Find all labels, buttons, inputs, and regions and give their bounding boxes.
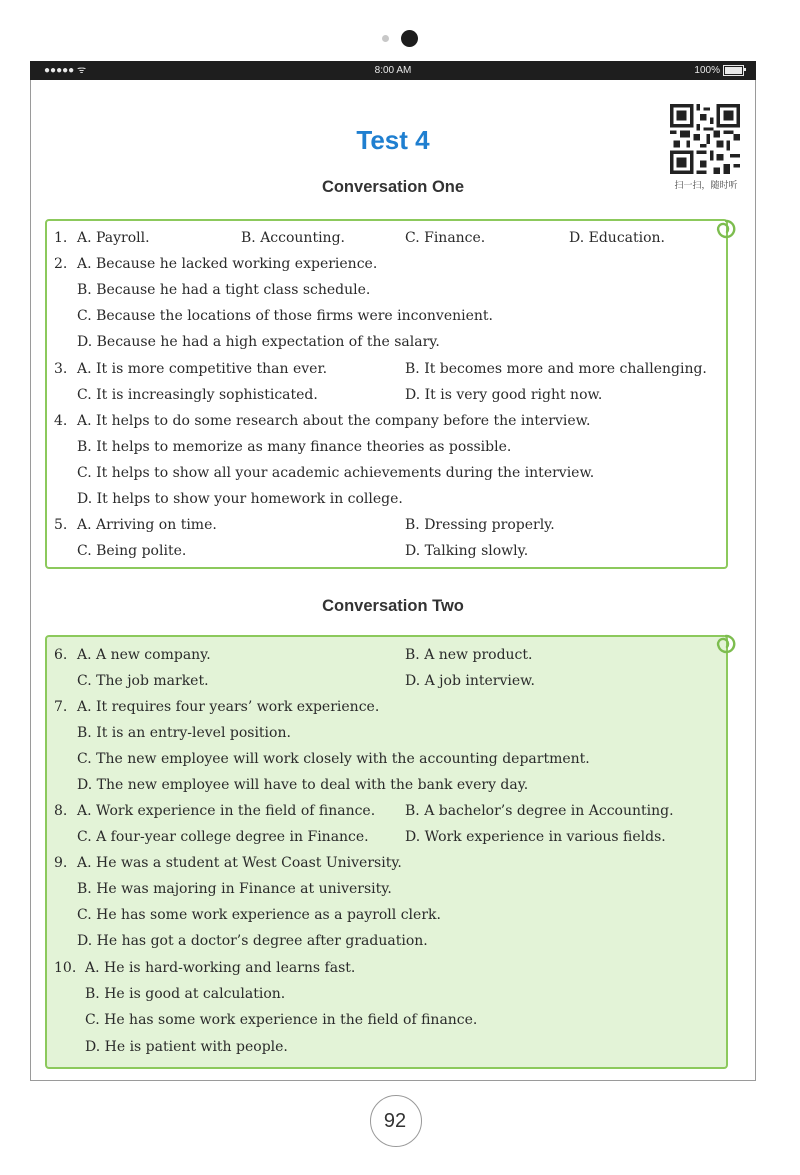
question-number: 7. [54,699,68,715]
option-d: D. Because he had a high expectation of the salary. [77,334,440,350]
option-c: C. Being polite. [77,543,187,559]
option-c: C. Because the locations of those firms were inconvenient. [77,308,494,324]
section-heading-conversation-one: Conversation One [321,178,465,196]
option-a: A. He was a student at West Coast University. [77,855,402,871]
battery-icon [723,65,744,76]
option-a: A. He is hard-working and learns fast. [85,960,356,976]
option-b: B. He was majoring in Finance at university. [77,881,392,897]
option-b: B. Because he had a tight class schedule. [77,282,371,298]
swirl-icon [715,218,737,240]
question-number: 1. [54,230,68,246]
option-b: B. It becomes more and more challenging. [405,361,707,377]
option-b: B. It helps to memorize as many finance theories as possible. [77,439,512,455]
option-a: A. A new company. [77,647,211,663]
option-b: B. It is an entry-level position. [77,725,291,741]
option-d: D. The new employee will have to deal with the bank every day. [77,777,529,793]
option-b: B. A bachelor’s degree in Accounting. [405,803,674,819]
option-c: C. The job market. [77,673,209,689]
signal-indicator: ●●●●● ᯤ [44,65,87,76]
option-d: D. Talking slowly. [405,543,529,559]
option-b: B. Dressing properly. [405,517,555,533]
option-c: C. It is increasingly sophisticated. [77,387,318,403]
qr-code-icon[interactable] [670,104,740,174]
option-c: C. He has some work experience in the field of finance. [85,1012,478,1028]
option-d: D. It helps to show your homework in college. [77,491,403,507]
option-a: A. Because he lacked working experience. [77,256,378,272]
page-number: 92 [383,1110,407,1132]
option-a: A. Payroll. [77,230,150,246]
battery-status [694,61,744,80]
option-a: A. It requires four years’ work experience. [77,699,380,715]
question-number: 8. [54,803,68,819]
option-d: D. He has got a doctor’s degree after graduation. [77,933,428,949]
option-c: C. A four-year college degree in Finance. [77,829,369,845]
swirl-icon [715,633,737,655]
page-dot-inactive[interactable] [382,35,389,42]
section-heading-conversation-two: Conversation Two [322,597,464,615]
page-title: Test 4 [356,125,430,155]
status-bar [30,61,756,80]
option-c: C. He has some work experience as a payroll clerk. [77,907,441,923]
option-c: C. Finance. [405,230,486,246]
option-a: A. It is more competitive than ever. [77,361,328,377]
page-dot-active[interactable] [401,30,418,47]
question-number: 2. [54,256,68,272]
option-c: C. It helps to show all your academic achievements during the interview. [77,465,595,481]
question-number: 10. [54,960,77,976]
option-d: D. It is very good right now. [405,387,603,403]
option-d: D. He is patient with people. [85,1039,288,1055]
option-d: D. Work experience in various fields. [405,829,666,845]
battery-percent: 100% [694,65,720,76]
option-b: B. He is good at calculation. [85,986,286,1002]
option-c: C. The new employee will work closely with the accounting department. [77,751,590,767]
option-a: A. Work experience in the field of finance. [77,803,376,819]
page-indicator [0,28,800,47]
option-a: A. It helps to do some research about the company before the interview. [77,413,591,429]
question-number: 3. [54,361,68,377]
question-number: 5. [54,517,68,533]
question-number: 9. [54,855,68,871]
option-a: A. Arriving on time. [77,517,217,533]
option-d: D. A job interview. [405,673,535,689]
question-number: 4. [54,413,68,429]
option-b: B. A new product. [405,647,533,663]
status-time: 8:00 AM [374,65,412,76]
question-number: 6. [54,647,68,663]
qr-caption: 扫一扫，随时听 [674,181,738,191]
option-d: D. Education. [569,230,666,246]
option-b: B. Accounting. [241,230,345,246]
